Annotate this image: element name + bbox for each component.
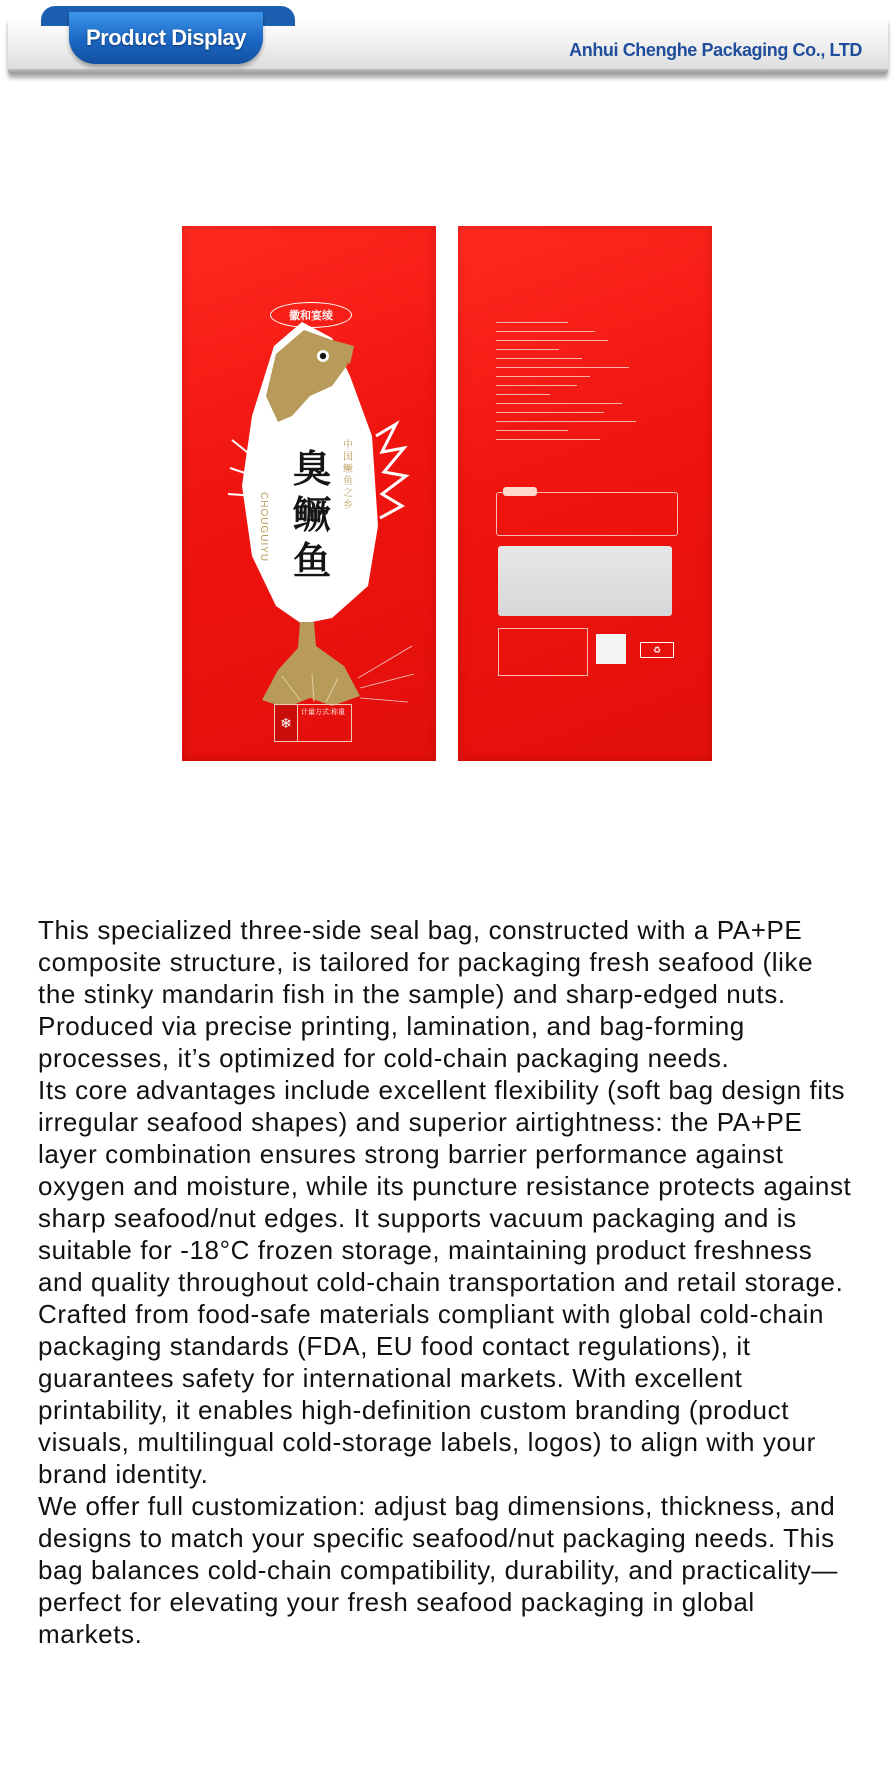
- header-banner: [8, 18, 888, 80]
- recycle-icon: ♻: [640, 642, 674, 658]
- transparent-window: [498, 546, 672, 616]
- description-paragraph: Crafted from food-safe materials compliant with global cold-chain packaging standards (FDA, EU food contact regulations), it guarantees safety for international markets. With excellent printability, it enables high-definition custom branding (product visuals, multilingual cold-storage labels, logos) to align with your brand identity.: [38, 1299, 825, 1489]
- description-paragraph: Its core advantages include excellent flexibility (soft bag design fits irregular seafood shapes) and superior airtightness: the PA+PE layer combination ensures strong barrier performance against oxygen and moisture, while its puncture resistance protects against sharp seafood/nut edges. It supports vacuum packaging and is suitable for -18°C frozen storage, maintaining product freshness and quality throughout cold-chain transportation and retail storage.: [38, 1075, 852, 1297]
- product-image-front: [182, 226, 436, 761]
- company-name: Anhui Chenghe Packaging Co., LTD: [569, 40, 862, 60]
- weight-badge-text: 计量方式:称重: [301, 709, 345, 716]
- section-tab: [33, 6, 303, 70]
- product-description: [38, 914, 858, 1650]
- product-image-back: [458, 226, 712, 761]
- cooking-instructions-box: [496, 492, 678, 536]
- description-paragraph: This specialized three-side seal bag, constructed with a PA+PE composite structure, is tailored for packaging fresh seafood (like the stinky mandarin fish in the sample) and sharp-edged nuts. Produced via precise printing, lamination, and bag-forming processes, it’s optimized for cold-chain packaging needs.: [38, 915, 814, 1073]
- product-pinyin: CHOUGUIYU: [258, 492, 269, 563]
- snowflake-icon: ❄: [275, 705, 298, 741]
- weight-badge: [274, 704, 352, 742]
- nutrition-table: [498, 628, 588, 676]
- qr-code: [596, 634, 626, 664]
- product-tagline: 中国鳜鱼之乡: [343, 440, 353, 511]
- description-paragraph: We offer full customization: adjust bag dimensions, thickness, and designs to match your specific seafood/nut packaging needs. This bag balances cold-chain compatibility, durability, and practicality—perfect for elevating your fresh seafood packaging in global markets.: [38, 1491, 838, 1649]
- section-title: Product Display: [69, 12, 263, 64]
- ingredient-info: [496, 322, 676, 448]
- brand-logo: 徽和宴绫: [270, 302, 352, 328]
- product-name: 臭鳜鱼: [292, 446, 331, 583]
